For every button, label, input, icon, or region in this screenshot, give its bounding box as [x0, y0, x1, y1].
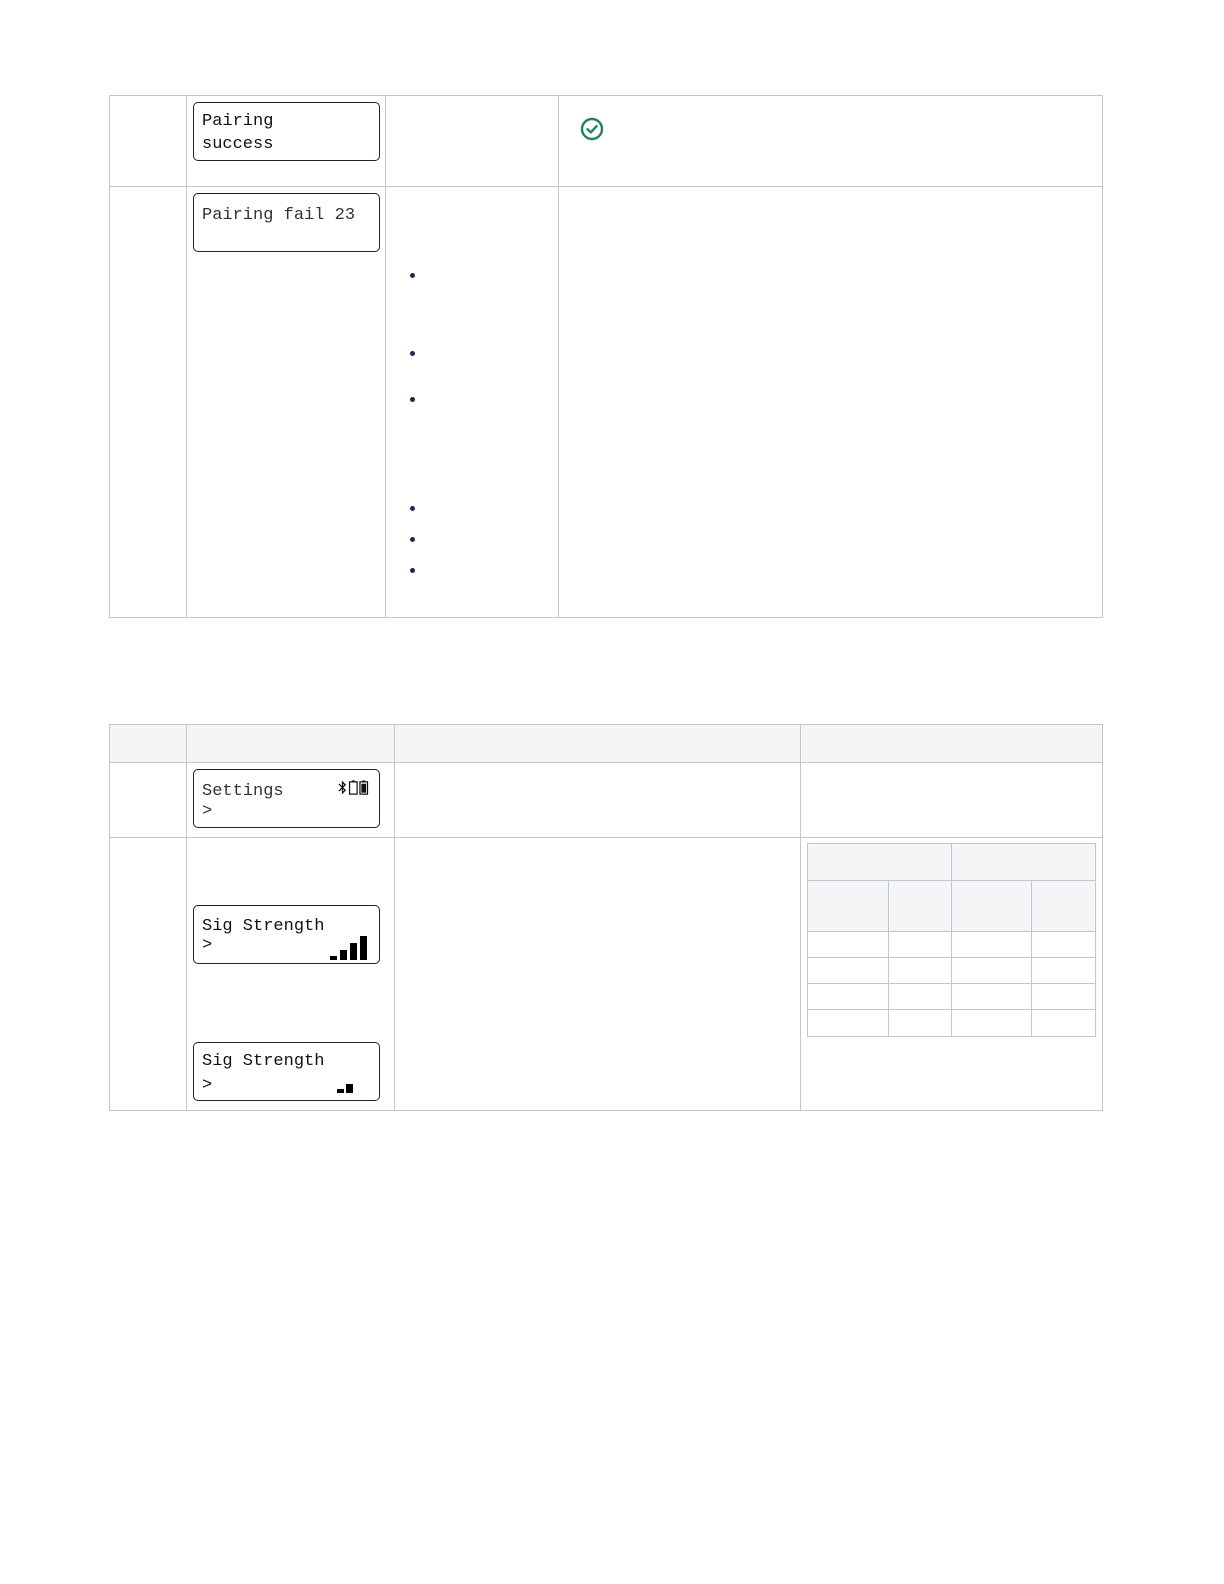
nested-cell	[888, 983, 952, 1010]
table2-header-cell1	[109, 724, 187, 763]
lcd-pairing-success	[193, 102, 380, 161]
nested-cell	[951, 1009, 1032, 1037]
nested-cell	[951, 931, 1032, 958]
nested-subheader-cell	[1031, 880, 1096, 932]
lcd-pairing-fail	[193, 193, 380, 252]
lcd-line: Pairing	[202, 112, 274, 131]
lcd-line: >	[202, 936, 213, 955]
list-bullet	[410, 273, 415, 278]
list-bullet	[410, 568, 415, 573]
table1-row1-cell4	[558, 95, 1103, 187]
table2-row1-cell3	[394, 762, 801, 838]
battery-icon	[348, 779, 370, 796]
lcd-settings	[193, 769, 380, 828]
signal-bar	[337, 1089, 344, 1093]
table2-row1-cell4	[800, 762, 1103, 838]
nested-subheader-cell	[807, 880, 889, 932]
lcd-line: >	[202, 1076, 213, 1095]
table1-row2-cell1	[109, 186, 187, 618]
nested-cell	[1031, 983, 1096, 1010]
bluetooth-icon	[338, 779, 347, 796]
table1-row1-cell1	[109, 95, 187, 187]
nested-cell	[888, 1009, 952, 1037]
list-bullet	[410, 506, 415, 511]
nested-header-cell	[951, 843, 1096, 881]
table1-row1-cell3	[385, 95, 559, 187]
nested-cell	[951, 957, 1032, 984]
nested-cell	[807, 931, 889, 958]
table2-header-cell2	[186, 724, 395, 763]
table2-row2-cell3	[394, 837, 801, 1111]
table2-header-cell4	[800, 724, 1103, 763]
nested-subheader-cell	[888, 880, 952, 932]
signal-bar	[340, 950, 347, 960]
lcd-line: Sig Strength	[202, 1052, 325, 1071]
nested-header-cell	[807, 843, 952, 881]
nested-cell	[1031, 931, 1096, 958]
table1-row2-cell4	[558, 186, 1103, 618]
table2-row2-cell1	[109, 837, 187, 1111]
signal-bar	[330, 956, 337, 960]
nested-cell	[888, 957, 952, 984]
nested-cell	[807, 957, 889, 984]
list-bullet	[410, 351, 415, 356]
lcd-line: Pairing fail 23	[202, 206, 356, 225]
signal-bar	[350, 943, 357, 960]
signal-bar	[346, 1084, 353, 1093]
nested-cell	[888, 931, 952, 958]
nested-cell	[807, 1009, 889, 1037]
lcd-sig-strength-low	[193, 1042, 380, 1101]
check-circle-icon	[580, 117, 604, 141]
list-bullet	[410, 397, 415, 402]
list-bullet	[410, 537, 415, 542]
lcd-line: Settings	[202, 782, 284, 801]
lcd-line: >	[202, 802, 213, 821]
nested-subheader-cell	[951, 880, 1032, 932]
signal-bars-icon	[330, 934, 370, 960]
lcd-sig-strength-full	[193, 905, 380, 964]
signal-bar	[360, 936, 367, 960]
nested-cell	[951, 983, 1032, 1010]
lcd-line: Sig Strength	[202, 917, 325, 936]
nested-cell	[1031, 957, 1096, 984]
lcd-line: success	[202, 135, 274, 154]
table2-header-cell3	[394, 724, 801, 763]
nested-cell	[1031, 1009, 1096, 1037]
table1-row2-cell3	[385, 186, 559, 618]
nested-cell	[807, 983, 889, 1010]
signal-bars-icon	[337, 1081, 367, 1093]
table2-row1-cell1	[109, 762, 187, 838]
